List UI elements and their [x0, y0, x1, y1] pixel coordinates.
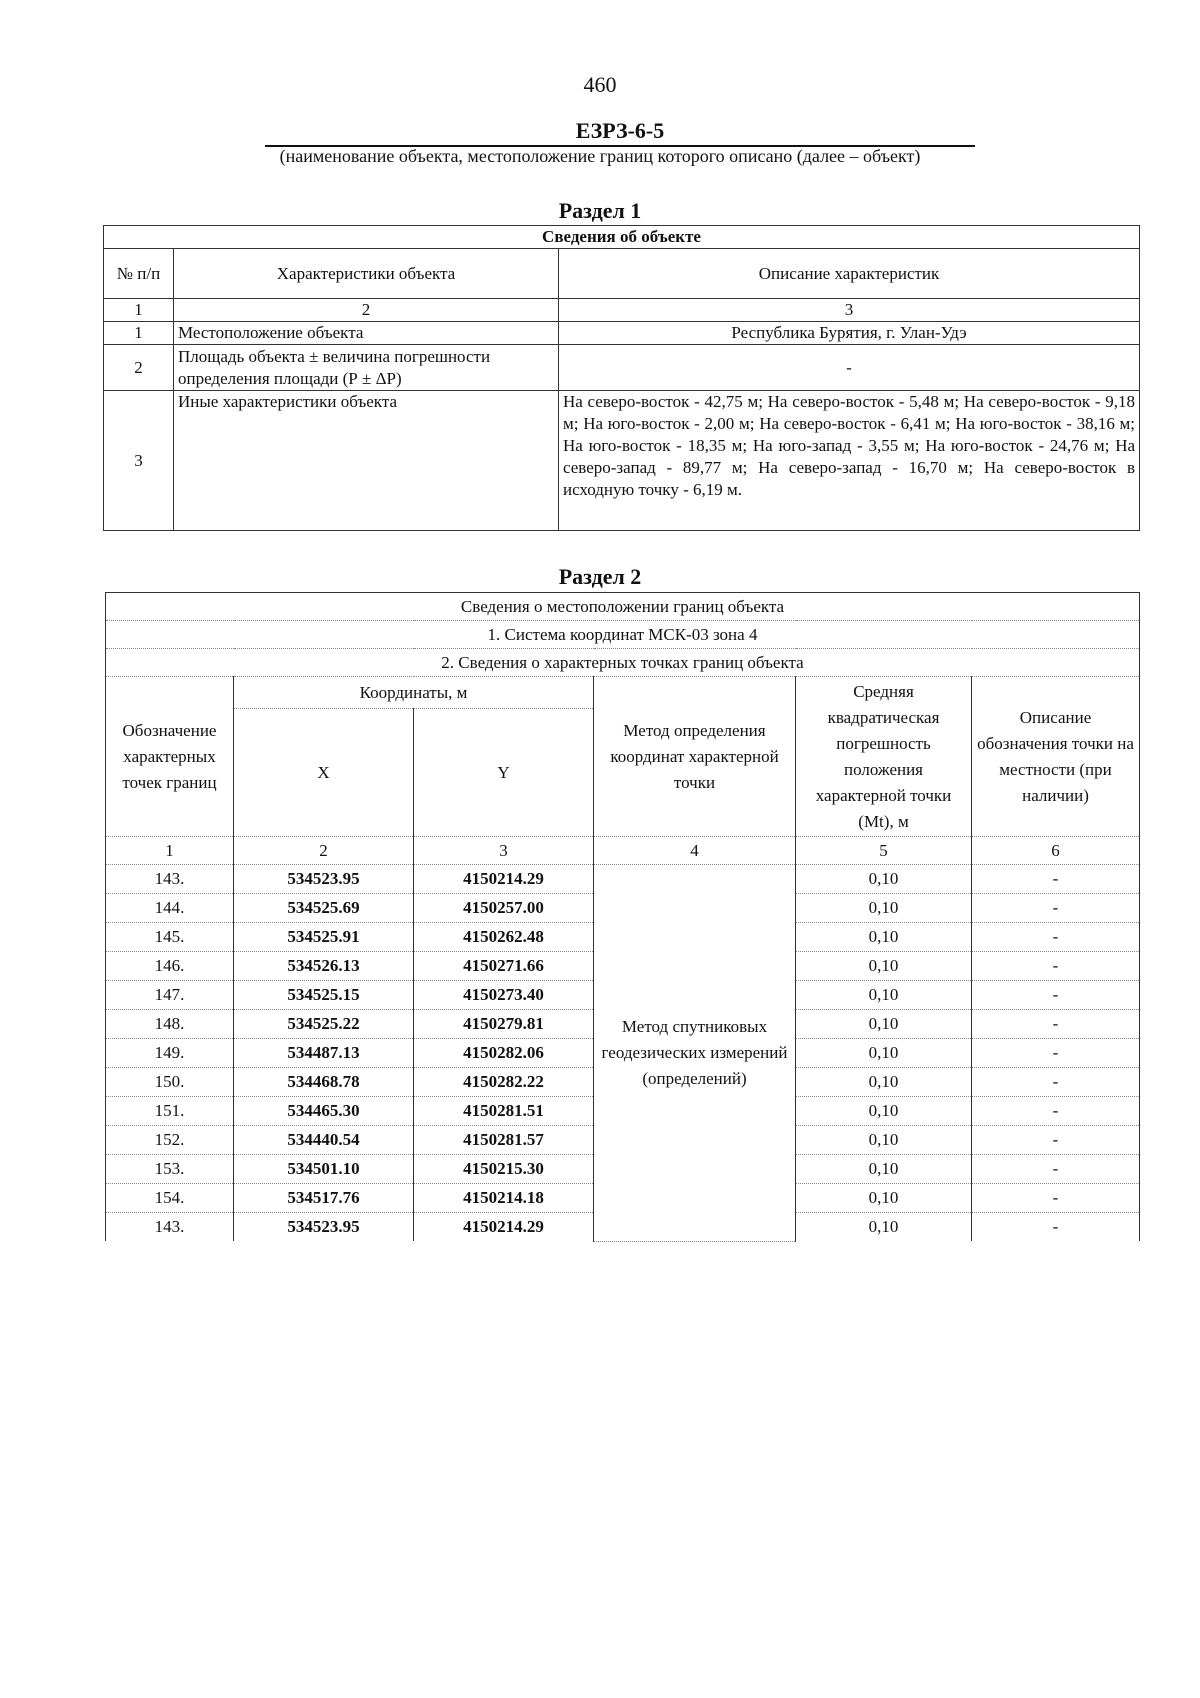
point-description: - — [972, 923, 1140, 952]
section1-title: Раздел 1 — [558, 198, 642, 223]
error-value: 0,10 — [796, 894, 972, 923]
header-error: Средняя квадратическая погрешность положения характерной точки (Мt), м — [796, 677, 972, 837]
coord-y: 4150282.06 — [414, 1039, 594, 1068]
coord-y: 4150214.18 — [414, 1184, 594, 1213]
point-label: 146. — [106, 952, 234, 981]
table-title: Сведения об объекте — [104, 226, 1140, 249]
point-description: - — [972, 1097, 1140, 1126]
header-number: № п/п — [104, 249, 174, 299]
object-info-table — [103, 225, 1140, 531]
coord-y: 4150273.40 — [414, 981, 594, 1010]
point-label: 148. — [106, 1010, 234, 1039]
col-number: 6 — [972, 837, 1140, 865]
col-number: 2 — [234, 837, 414, 865]
point-label: 144. — [106, 894, 234, 923]
error-value: 0,10 — [796, 1126, 972, 1155]
page-number: 460 — [583, 72, 617, 97]
coord-x: 534523.95 — [234, 865, 414, 894]
point-label: 150. — [106, 1068, 234, 1097]
row-name: Иные характеристики объекта — [174, 391, 559, 531]
point-label: 143. — [106, 865, 234, 894]
error-value: 0,10 — [796, 1097, 972, 1126]
point-description: - — [972, 1155, 1140, 1184]
coord-x: 534525.22 — [234, 1010, 414, 1039]
row-number: 3 — [104, 391, 174, 531]
point-label: 151. — [106, 1097, 234, 1126]
error-value: 0,10 — [796, 1213, 972, 1242]
row-value: Республика Бурятия, г. Улан-Удэ — [559, 322, 1140, 345]
coord-x: 534440.54 — [234, 1126, 414, 1155]
error-value: 0,10 — [796, 952, 972, 981]
error-value: 0,10 — [796, 865, 972, 894]
point-description: - — [972, 1184, 1140, 1213]
point-description: - — [972, 894, 1140, 923]
header-characteristic: Характеристики объекта — [174, 249, 559, 299]
error-value: 0,10 — [796, 1010, 972, 1039]
coord-y: 4150214.29 — [414, 1213, 594, 1242]
object-name: ЕЗРЗ-6-5 — [265, 118, 975, 147]
table-row — [104, 345, 1140, 391]
row-name: Местоположение объекта — [174, 322, 559, 345]
coordinate-system: 1. Система координат МСК-03 зона 4 — [106, 621, 1140, 649]
row-number: 2 — [104, 345, 174, 391]
point-label: 145. — [106, 923, 234, 952]
coord-y: 4150215.30 — [414, 1155, 594, 1184]
row-value: - — [559, 345, 1140, 391]
header-method: Метод определения координат характерной точки — [594, 677, 796, 837]
header-description: Описание характеристик — [559, 249, 1140, 299]
header-desc: Описание обозначения точки на местности (при наличии) — [972, 677, 1140, 837]
coord-x: 534525.91 — [234, 923, 414, 952]
row-value: На северо-восток - 42,75 м; На северо-восток - 5,48 м; На северо-восток - 9,18 м; На юго-восток - 2,00 м; На северо-восток - 6,41 м; На юго-восток - 38,16 м; На юго-восток - 18,35 м; На юго-запад - 3,55 м; На юго-восток - 24,76 м; На северо-запад - 89,77 м; На северо-запад - 16,70 м; На северо-восток в исходную точку - 6,19 м. — [559, 391, 1140, 531]
point-description: - — [972, 1010, 1140, 1039]
table-row — [104, 322, 1140, 345]
row-number: 1 — [104, 322, 174, 345]
point-label: 153. — [106, 1155, 234, 1184]
point-label: 149. — [106, 1039, 234, 1068]
header-y: Y — [414, 709, 594, 837]
col-number: 3 — [559, 299, 1140, 322]
error-value: 0,10 — [796, 1068, 972, 1097]
header-point: Обозначение характерных точек границ — [106, 677, 234, 837]
coord-x: 534525.15 — [234, 981, 414, 1010]
error-value: 0,10 — [796, 1155, 972, 1184]
point-label: 152. — [106, 1126, 234, 1155]
coord-x: 534487.13 — [234, 1039, 414, 1068]
coord-x: 534523.95 — [234, 1213, 414, 1242]
point-description: - — [972, 1068, 1140, 1097]
point-description: - — [972, 865, 1140, 894]
error-value: 0,10 — [796, 1184, 972, 1213]
coord-y: 4150279.81 — [414, 1010, 594, 1039]
coord-x: 534517.76 — [234, 1184, 414, 1213]
col-number: 2 — [174, 299, 559, 322]
table-row — [104, 391, 1140, 531]
coord-y: 4150281.51 — [414, 1097, 594, 1126]
coord-y: 4150282.22 — [414, 1068, 594, 1097]
col-number: 1 — [104, 299, 174, 322]
header-x: X — [234, 709, 414, 837]
point-label: 147. — [106, 981, 234, 1010]
header-coords: Координаты, м — [234, 677, 594, 709]
col-number: 1 — [106, 837, 234, 865]
section2-title: Раздел 2 — [558, 564, 642, 589]
point-description: - — [972, 1126, 1140, 1155]
point-description: - — [972, 952, 1140, 981]
error-value: 0,10 — [796, 1039, 972, 1068]
error-value: 0,10 — [796, 923, 972, 952]
coord-y: 4150281.57 — [414, 1126, 594, 1155]
point-label: 143. — [106, 1213, 234, 1242]
col-number: 3 — [414, 837, 594, 865]
coord-y: 4150257.00 — [414, 894, 594, 923]
point-description: - — [972, 981, 1140, 1010]
coord-x: 534465.30 — [234, 1097, 414, 1126]
col-number: 5 — [796, 837, 972, 865]
points-heading: 2. Сведения о характерных точках границ объекта — [106, 649, 1140, 677]
coord-y: 4150271.66 — [414, 952, 594, 981]
coord-x: 534526.13 — [234, 952, 414, 981]
point-description: - — [972, 1039, 1140, 1068]
point-label: 154. — [106, 1184, 234, 1213]
point-description: - — [972, 1213, 1140, 1242]
coord-x: 534468.78 — [234, 1068, 414, 1097]
coord-y: 4150214.29 — [414, 865, 594, 894]
boundaries-heading: Сведения о местоположении границ объекта — [106, 593, 1140, 621]
boundary-points-table — [105, 592, 1140, 1242]
coord-x: 534501.10 — [234, 1155, 414, 1184]
col-number: 4 — [594, 837, 796, 865]
coord-x: 534525.69 — [234, 894, 414, 923]
error-value: 0,10 — [796, 981, 972, 1010]
table-row — [106, 865, 1140, 894]
method-cell: Метод спутниковых геодезических измерений (определений) — [594, 865, 796, 1242]
object-caption: (наименование объекта, местоположение границ которого описано (далее – объект) — [279, 146, 921, 166]
coord-y: 4150262.48 — [414, 923, 594, 952]
row-name: Площадь объекта ± величина погрешности определения площади (Р ± ΔР) — [174, 345, 559, 391]
